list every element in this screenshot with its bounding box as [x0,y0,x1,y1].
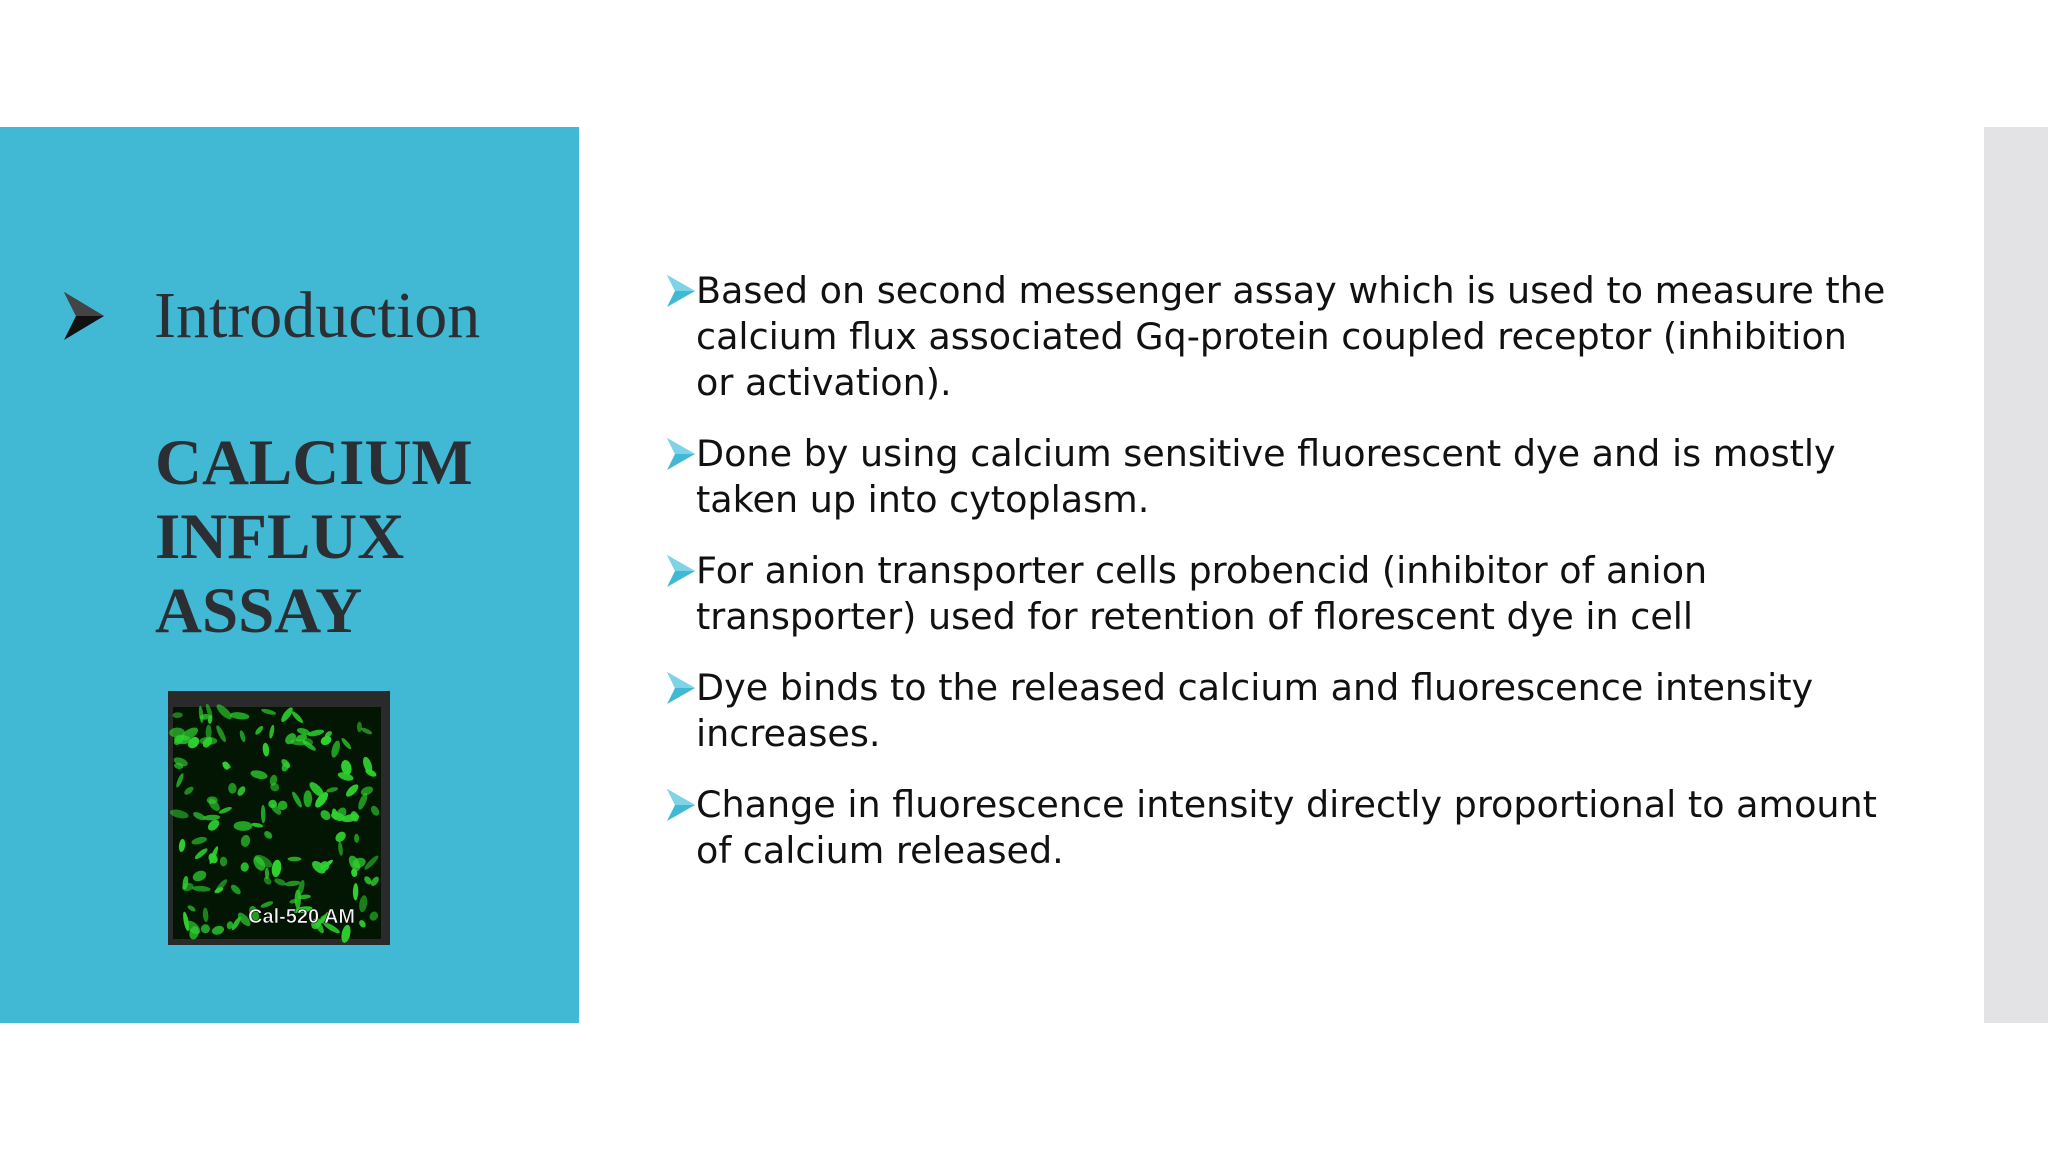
cell-blob [288,857,302,862]
bullet-text: Dye binds to the released calcium and fluorescence intensity increases. [696,666,1814,755]
cell-fluorescence-picture [168,691,390,945]
microscopy-image [168,691,390,945]
arrow-bullet-icon [666,788,696,822]
cell-blob [304,790,313,807]
assay-title-line: ASSAY [155,575,363,647]
assay-title [155,426,555,648]
assay-title-line: INFLUX [155,501,405,573]
cell-blob [320,861,329,871]
bullet-text: Based on second messenger assay which is used to measure the calcium flux associated Gq-protein coupled receptor (inhibition or activation). [696,269,1886,404]
arrow-bullet-icon [666,554,696,588]
assay-title-line: CALCIUM [155,427,473,499]
bullet-item [666,665,1886,757]
bullet-text: Done by using calcium sensitive fluorescent dye and is mostly taken up into cytoplasm. [696,432,1836,521]
arrow-bullet-icon [666,671,696,705]
bullet-item [666,782,1886,874]
bullet-text: Change in fluorescence intensity directly proportional to amount of calcium released. [696,783,1877,872]
bullet-item [666,268,1886,406]
cell-blob [207,796,218,804]
intro-heading-row [62,276,480,356]
bullet-text: For anion transporter cells probencid (inhibitor of anion transporter) used for retention of florescent dye in cell [696,549,1708,638]
arrow-bullet-icon [666,437,696,471]
arrow-bullet-icon [62,290,106,342]
right-edge-strip [1984,127,2048,1023]
bullet-list [666,268,1886,899]
image-label: Cal-520 AM [248,906,356,928]
intro-title: Introduction [154,279,481,352]
bullet-item [666,548,1886,640]
arrow-bullet-icon [666,274,696,308]
bullet-item [666,431,1886,523]
